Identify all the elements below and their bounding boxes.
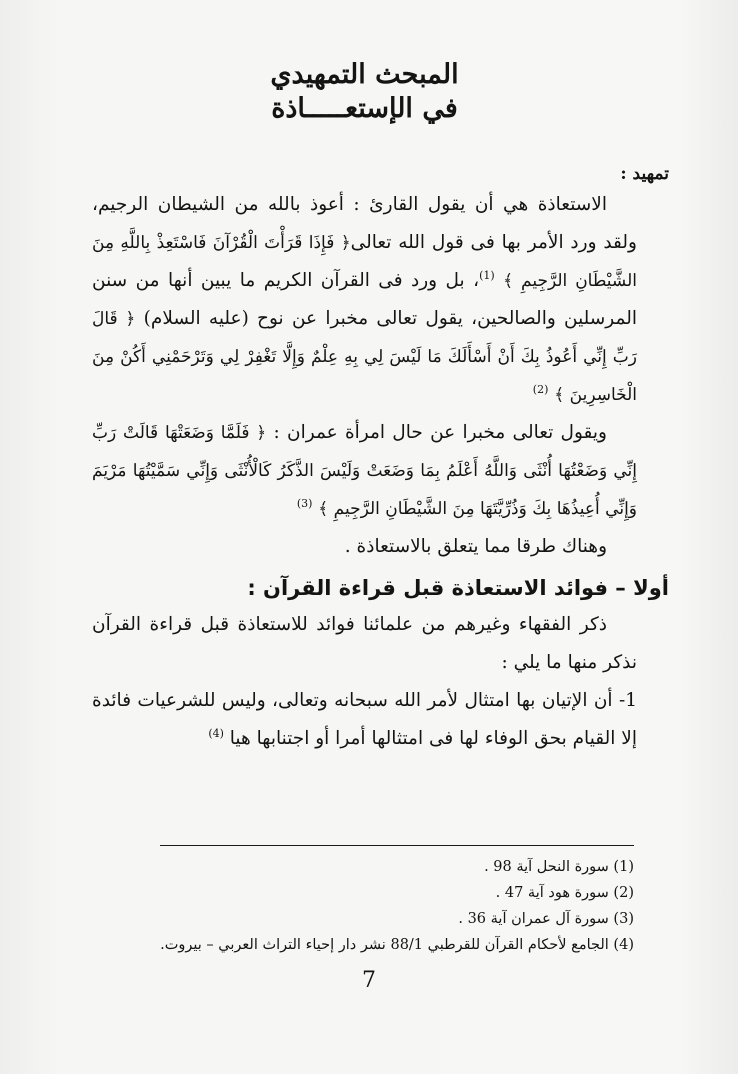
footnote-4: (4) الجامع لأحكام القرآن للقرطبي 88/1 نشر دار إحياء التراث العربي – بيروت. <box>160 937 634 953</box>
imran-paragraph <box>92 414 637 528</box>
quran-verse-2: ﴿ قَالَ رَبِّ إِنِّي أَعُوذُ بِكَ أَنْ أَسْأَلَكَ مَا لَيْسَ لِي بِهِ عِلْمٌ وَإِلَّا تَغْفِرْ لِي وَتَرْحَمْنِي أَكُنْ مِنَ الْخَاسِرِينَ ﴾ <box>92 309 637 405</box>
section-heading: أولا – فوائد الاستعاذة قبل قراءة القرآن : <box>247 576 669 600</box>
chapter-subtitle: في الإستعـــــاذة <box>271 93 458 124</box>
footnote-3: (3) سورة آل عمران آية 36 . <box>458 911 634 927</box>
footnote-2: (2) سورة هود آية 47 . <box>495 885 634 901</box>
footnote-ref-4: (4) <box>208 726 224 740</box>
footnote-ref-2: (2) <box>532 382 549 396</box>
footnote-ref-3: (3) <box>296 496 313 510</box>
quran-verse-1: ﴿ فَإِذَا قَرَأْتَ الْقُرْآنَ فَاسْتَعِذْ بِاللَّهِ مِنَ الشَّيْطَانِ الرَّجِيمِ ﴾ <box>92 233 637 291</box>
footnote-1: (1) سورة النحل آية 98 . <box>484 859 634 875</box>
footnotes <box>160 845 634 958</box>
chapter-title: المبحث التمهيدي <box>270 59 459 90</box>
intro-label: تمهيد : <box>620 164 669 184</box>
section-paragraph: ذكر الفقهاء وغيرهم من علمائنا فوائد للاستعاذة قبل قراءة القرآن نذكر منها ما يلي : <box>92 614 637 673</box>
footnote-ref-1: (1) <box>479 268 495 282</box>
page-number: 7 <box>362 968 376 993</box>
intro-text-2: ويقول تعالى مخبرا عن حال امرأة عمران : <box>273 422 607 443</box>
list-item-1-text: 1- أن الإتيان بها امتثال لأمر الله سبحانه وتعالى، وليس للشرعيات فائدة إلا القيام بحق الوفاء لها فى امتثالها أمرا أو اجتنابها هيا <box>92 690 637 749</box>
intro-paragraph <box>92 186 637 414</box>
closing-sentence: وهناك طرقا مما يتعلق بالاستعاذة . <box>344 536 607 557</box>
intro-text-1b: ، بل ورد فى القرآن الكريم ما يبين أنها من سنن المرسلين والصالحين، يقول تعالى مخبرا عن نوح (عليه السلام) <box>92 270 637 329</box>
list-item-1 <box>92 682 637 758</box>
quran-verse-3: ﴿ فَلَمَّا وَضَعَتْهَا قَالَتْ رَبِّ إِنِّي وَضَعْتُهَا أُنْثَى وَاللَّهُ أَعْلَمُ بِمَا وَضَعَتْ وَلَيْسَ الذَّكَرُ كَالْأُنْثَى وَإِنِّي سَمَّيْتُهَا مَرْيَمَ وَإِنِّي أُعِيذُهَا بِكَ وَذُرِّيَّتَهَا مِنَ الشَّيْطَانِ الرَّجِيمِ ﴾ <box>92 423 637 519</box>
main-text <box>92 58 669 758</box>
intro-text-1: الاستعاذة هي أن يقول القارئ : أعوذ بالله من الشيطان الرجيم، ولقد ورد الأمر بها فى قول الله تعالى <box>92 194 637 253</box>
